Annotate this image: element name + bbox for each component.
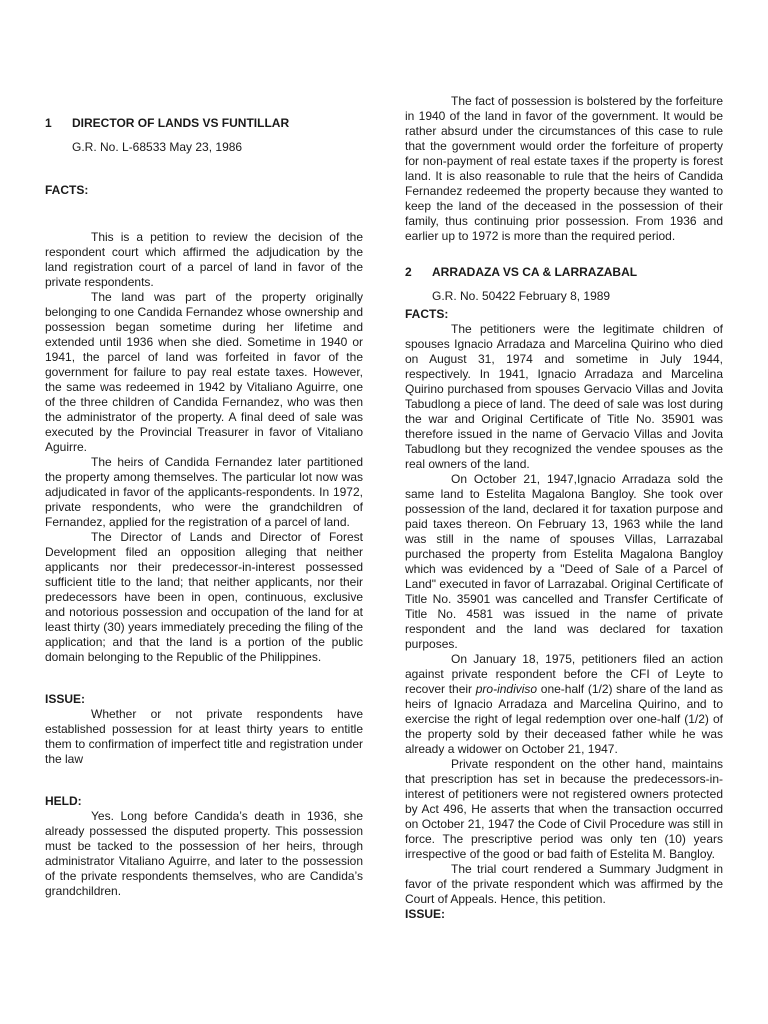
case-1-facts-paragraph: The heirs of Candida Fernandez later partitioned the property among themselves. The particular lot now was adjudicated in favor of the applicants-respondents. In 1972, private respondents, who were the grandchildren of Fernandez, applied for the registration of a parcel of land. bbox=[45, 455, 363, 529]
case-1-facts-paragraph: The Director of Lands and Director of Forest Development filed an opposition alleging that neither applicants nor their predecessor-in-interest possessed sufficient title to the land; that neither applicants, nor their predecessors have been in open, continuous, exclusive and notorious possession and occupation of the land for at least thirty (30) years immediately preceding the filing of the application; and that the land is a portion of the public domain belonging to the Republic of the Philippines. bbox=[45, 530, 363, 664]
right-column bbox=[405, 94, 723, 922]
case-2-facts-paragraph: Private respondent on the other hand, maintains that prescription has set in because the predecessors-in-interest of petitioners were not registered owners protected by Act 496, He asserts that when the transaction occurred on October 21, 1947 the Code of Civil Procedure was still in force. The prescriptive period was only ten (10) years irrespective of the good or bad faith of Estelita M. Bangloy. bbox=[405, 757, 723, 861]
case-2-title: ARRADAZA VS CA & LARRAZABAL bbox=[432, 265, 638, 279]
case-2-facts-text: one-half (1/2) share of the land as heirs of Ignacio Arradaza and Marcelina Quirino, and to exercise the right of legal redemption over one-half (1/2) of the property sold by their deceased father while he was already a widower on October 21, 1947. bbox=[405, 682, 723, 756]
case-1-issue-text: Whether or not private respondents have established possession for at least thirty years to entitle them to confirmation of imperfect title and registration under the law bbox=[45, 707, 363, 766]
case-2-issue-label: ISSUE: bbox=[405, 907, 446, 921]
case-1-facts-label: FACTS: bbox=[45, 183, 89, 197]
left-column bbox=[45, 116, 363, 899]
case-2-facts-paragraph bbox=[405, 652, 723, 757]
case-1-facts-paragraph: This is a petition to review the decision of the respondent court which affirmed the adjudication by the land registration court of a parcel of land in favor of the private respondents. bbox=[45, 230, 363, 289]
case-1-heading bbox=[45, 116, 363, 132]
case-2-facts-paragraph: The petitioners were the legitimate children of spouses Ignacio Arradaza and Marcelina Quirino who died on August 31, 1974 and sometime in July 1944, respectively. In 1941, Ignacio Arradaza and Marcelina Quirino purchased from spouses Gervacio Villas and Jovita Tabudlong a piece of land. The deed of sale was lost during the war and Original Certificate of Title No. 35901 was therefore issued in the name of Gervacio Villas and Jovita Tabudlong but they recognized the vendee spouses as the real owners of the land. bbox=[405, 322, 723, 471]
case-2-facts-paragraph: The trial court rendered a Summary Judgment in favor of the private respondent which was affirmed by the Court of Appeals. Hence, this petition. bbox=[405, 862, 723, 906]
case-1-number: 1 bbox=[45, 116, 52, 130]
case-1-held-label: HELD: bbox=[45, 794, 82, 808]
case-1-facts-paragraph: The land was part of the property originally belonging to one Candida Fernandez whose ownership and possession began sometime during her lifetime and extended until 1936 when she died. Sometime in 1940 or 1941, the parcel of land was forfeited in favor of the government for failure to pay real estate taxes. However, the same was redeemed in 1942 by Vitaliano Aguirre, one of the three children of Candida Fernandez, who was then the administrator of the property. A final deed of sale was executed by the Provincial Treasurer in favor of Vitaliano Aguirre. bbox=[45, 290, 363, 454]
case-2-facts-italic-term: pro-indiviso bbox=[475, 682, 538, 696]
case-1-held-paragraph: Yes. Long before Candida’s death in 1936, she already possessed the disputed property. This possession must be tacked to the possession of her heirs, through administrator Vitaliano Aguirre, and later to the possession of the private respondents themselves, who are Candida’s grandchildren. bbox=[45, 809, 363, 898]
case-2-facts-text: On January 18, 1975, petitioners filed an action against private respondent before the CFI of Leyte to recover their bbox=[405, 652, 723, 696]
case-2-heading bbox=[405, 265, 723, 281]
case-2-facts-paragraph: On October 21, 1947,Ignacio Arradaza sold the same land to Estelita Magalona Bangloy. She took over possession of the land, declared it for taxation purpose and paid taxes thereon. On February 13, 1963 while the land was still in the name of spouses Villas, Larrazabal purchased the property from Estelita Magalona Bangloy which was evidenced by a "Deed of Sale of a Parcel of Land" executed in favor of Larrazabal. Original Certificate of Title No. 35901 was cancelled and Transfer Certificate of Title No. 4581 was issued in the name of private respondent and the land was declared for taxation purposes. bbox=[405, 472, 723, 651]
case-2-number: 2 bbox=[405, 265, 412, 279]
case-2-gr-number: G.R. No. 50422 February 8, 1989 bbox=[432, 289, 611, 303]
case-1-issue-label: ISSUE: bbox=[45, 692, 86, 706]
case-1-gr-number: G.R. No. L-68533 May 23, 1986 bbox=[72, 140, 243, 154]
case-1-held-paragraph: The fact of possession is bolstered by the forfeiture in 1940 of the land in favor of the government. It would be rather absurd under the circumstances of this case to rule that the government would order the forfeiture of property for non-payment of real estate taxes if the property is forest land. It is also reasonable to rule that the heirs of Candida Fernandez redeemed the property because they wanted to keep the land of the deceased in the possession of their family, thus continuing prior possession. From 1936 and earlier up to 1972 is more than the required period. bbox=[405, 94, 723, 243]
case-2-facts-label: FACTS: bbox=[405, 307, 449, 321]
case-1-title: DIRECTOR OF LANDS VS FUNTILLAR bbox=[72, 116, 290, 130]
